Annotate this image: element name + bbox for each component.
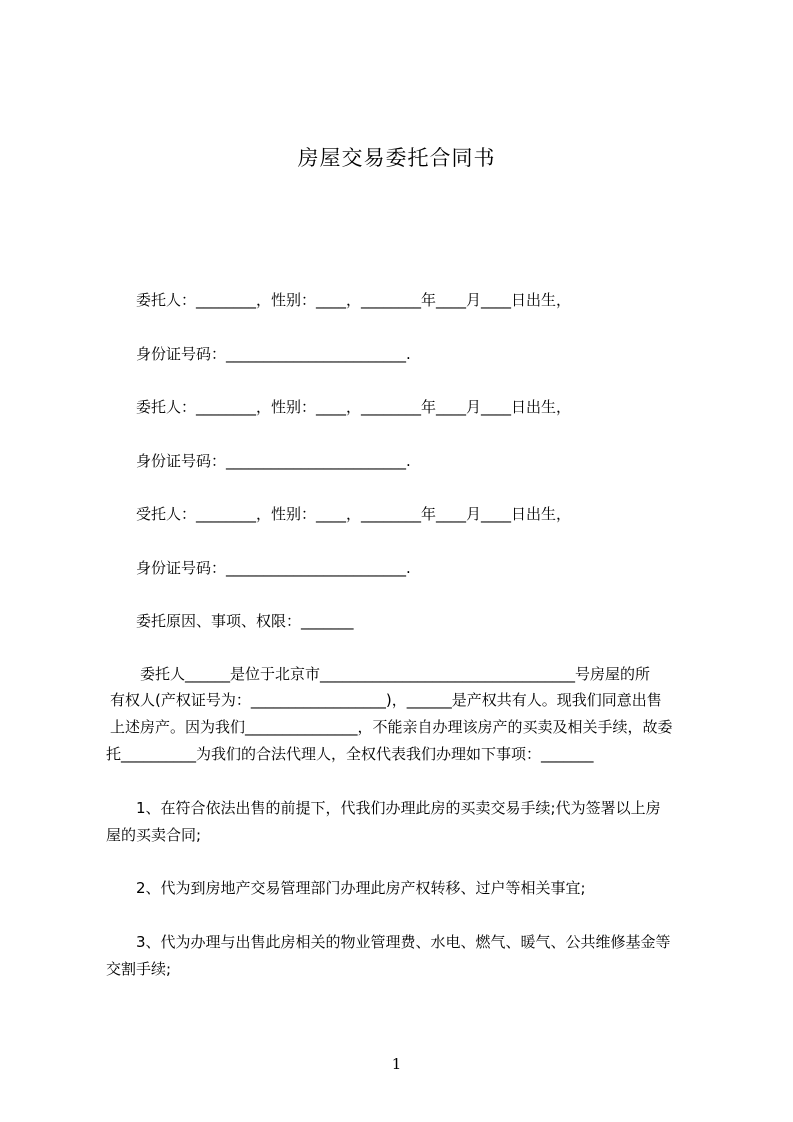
principal-1-id-line: 身份证号码：________________________. <box>136 345 411 363</box>
principal-1-line: 委托人：________，性别：____，________年____月____日出生， <box>136 291 572 309</box>
paragraph-line: 委托人______是位于北京市__________________________________号房屋的所 <box>140 665 651 683</box>
principal-2-id-line: 身份证号码：________________________. <box>136 452 411 470</box>
item-line: 1、在符合依法出售的前提下，代我们办理此房的买卖交易手续;代为签署以上房 <box>136 799 661 817</box>
agent-id-line: 身份证号码：________________________. <box>136 559 411 577</box>
page-number: 1 <box>391 1055 402 1073</box>
paragraph-line: 上述房产。因为我们_______________，不能亲自办理该房产的买卖及相关手续，故委 <box>110 718 673 736</box>
item-line: 屋的买卖合同; <box>106 826 202 844</box>
paragraph-line: 托__________为我们的合法代理人，全权代表我们办理如下事项：_______ <box>106 745 594 763</box>
reason-line: 委托原因、事项、权限：_______ <box>136 612 354 630</box>
item-line: 2、代为到房地产交易管理部门办理此房产权转移、过户等相关事宜; <box>136 879 586 897</box>
document-title: 房屋交易委托合同书 <box>297 146 496 170</box>
principal-2-line: 委托人：________，性别：____，________年____月____日出生， <box>136 398 572 416</box>
paragraph-line: 有权人(产权证号为：__________________)，______是产权共有人。现我们同意出售 <box>110 691 662 709</box>
item-line: 3、代为办理与出售此房相关的物业管理费、水电、燃气、暖气、公共维修基金等 <box>136 933 671 951</box>
agent-line: 受托人：________，性别：____，________年____月____日出生， <box>136 505 572 523</box>
item-line: 交割手续; <box>106 960 172 978</box>
